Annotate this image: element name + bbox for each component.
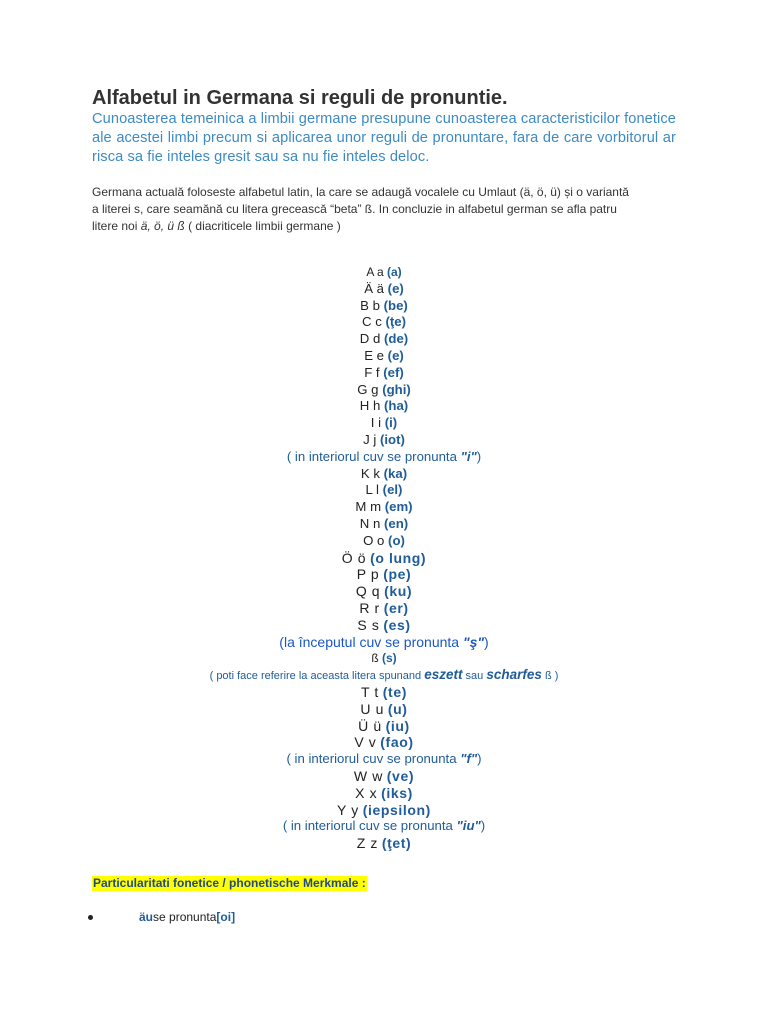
intro-line-3-letters: ä, ö, ü ß — [140, 219, 185, 233]
alphabet-row-k: K k (ka) — [360, 465, 408, 481]
alphabet-row-t: T t (te) — [361, 683, 407, 700]
bullet-text: se pronunta — [153, 910, 217, 924]
alphabet-row-s: S s (es) — [357, 616, 411, 633]
page-title: Alfabetul in Germana si reguli de pronuntie. — [92, 87, 508, 109]
alphabet-row-c: C c (ţe) — [362, 314, 406, 330]
section-heading-phonetics: Particularitati fonetice / phonetische Merkmale : — [93, 876, 366, 890]
alphabet-row-f: F f (ef) — [364, 364, 404, 380]
intro-line-1: Germana actuală foloseste alfabetul latin, la care se adaugă vocalele cu Umlaut (ä, ö, ü) și o variantă — [92, 185, 629, 199]
alphabet-note-y: ( in interiorul cuv se pronunta "iu") — [282, 818, 486, 834]
alphabet-row-v: V v (fao) — [354, 734, 414, 751]
alphabet-row-m: M m (em) — [355, 499, 413, 515]
alphabet-row-r: R r (er) — [359, 599, 409, 616]
alphabet-row-n: N n (en) — [359, 515, 409, 531]
alphabet-row-g: G g (ghi) — [357, 381, 411, 397]
alphabet-row-u: U u (u) — [360, 700, 408, 717]
intro-line-3-post: ( diacriticele limbii germane ) — [184, 219, 341, 233]
alphabet-row-a: A a (a) — [366, 265, 402, 279]
alphabet-row-ue: Ü ü (iu) — [358, 717, 410, 734]
alphabet-note-s: (la începutul cuv se pronunta "ş") — [279, 633, 489, 650]
alphabet-row-ae: Ä ä (e) — [364, 280, 404, 296]
alphabet-row-l: L l (el) — [365, 482, 403, 498]
alphabet-note-j: ( in interiorul cuv se pronunta "i") — [286, 448, 482, 464]
alphabet-note-eszett: ( poti face referire la aceasta litera spunand eszett sau scharfes ß ) — [209, 667, 559, 683]
alphabet-row-oe: Ö ö (o lung) — [341, 549, 427, 566]
intro-paragraph — [92, 184, 676, 235]
alphabet-row-b: B b (be) — [360, 297, 408, 313]
intro-line-3-pre: litere noi — [92, 219, 141, 233]
alphabet-row-y: Y y (iepsilon) — [337, 801, 431, 818]
bullet-pronunciation: [oi] — [216, 910, 236, 924]
alphabet-row-p: P p (pe) — [356, 566, 412, 583]
alphabet-row-i: I i (i) — [370, 415, 398, 431]
alphabet-row-x: X x (iks) — [355, 784, 413, 801]
bullet-icon — [88, 915, 93, 920]
alphabet-row-j: J j (iot) — [363, 431, 405, 447]
alphabet-row-q: Q q (ku) — [355, 583, 413, 600]
list-item — [88, 910, 235, 924]
alphabet-note-v: ( in interiorul cuv se pronunta "f") — [286, 751, 482, 767]
alphabet-row-eszett: ß (s) — [371, 651, 397, 666]
alphabet-list — [92, 264, 676, 852]
bullet-word: äu — [139, 910, 154, 924]
document-body — [92, 86, 676, 852]
alphabet-row-h: H h (ha) — [359, 398, 409, 414]
alphabet-row-w: W w (ve) — [353, 767, 415, 784]
alphabet-row-o: O o (o) — [363, 532, 405, 548]
intro-line-2: a literei s, care seamănă cu litera grecească “beta” ß. In concluzie in alfabetul german se afla patru — [92, 202, 617, 216]
alphabet-row-d: D d (de) — [359, 331, 409, 347]
lead-paragraph: Cunoasterea temeinica a limbii germane presupune cunoasterea caracteristicilor fonetice ale acestei limbi precum si aplicarea unor reguli de pronuntare, fara de care vorbitorul ar risca sa fie inteles gresit sau sa nu fie inteles deloc. — [92, 111, 676, 165]
alphabet-row-e: E e (e) — [364, 347, 404, 363]
alphabet-row-z: Z z (ţet) — [356, 835, 412, 852]
